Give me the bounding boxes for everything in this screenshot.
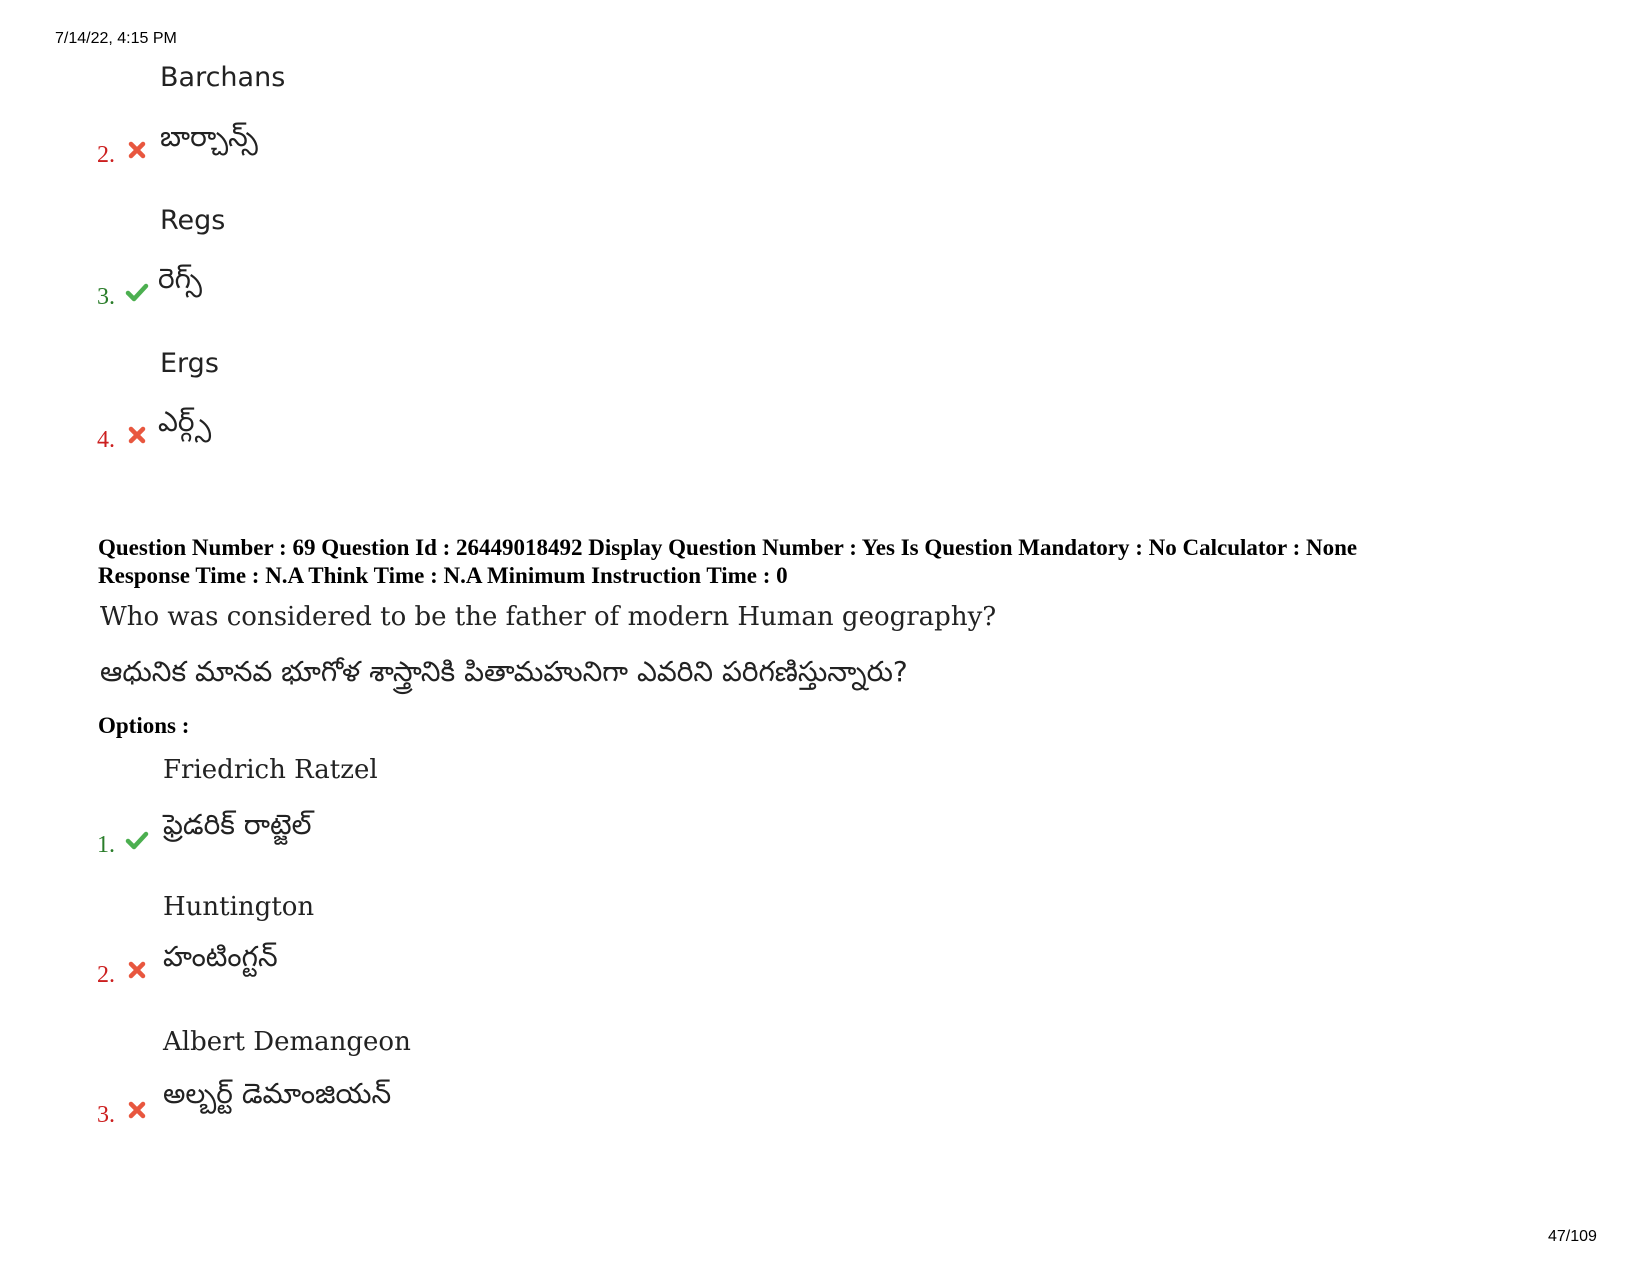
cross-icon — [127, 140, 149, 162]
cross-icon — [127, 1100, 149, 1122]
question-text-telugu: ఆధునిక మానవ భూగోళ శాస్త్రానికి పితామహునిగా ఎవరిని పరిగణిస్తున్నారు? — [100, 655, 908, 688]
option-3-english: Albert Demangeon — [163, 1027, 411, 1057]
option-3-english: Regs — [160, 205, 226, 236]
option-number: 2. — [97, 962, 115, 988]
option-1-telugu: ఫ్రెడరిక్ రాట్జెల్ — [163, 808, 312, 841]
option-2-telugu: బార్చాన్స్ — [160, 120, 258, 153]
option-row-2 — [97, 140, 149, 169]
page-number: 47/109 — [1548, 1228, 1597, 1245]
option-number: 4. — [97, 427, 115, 453]
option-2-english: Barchans — [160, 62, 286, 93]
option-row-3 — [97, 1100, 149, 1129]
check-icon — [125, 830, 147, 852]
option-number: 1. — [97, 832, 115, 858]
option-number: 3. — [97, 284, 115, 310]
question-meta-line-1: Question Number : 69 Question Id : 26449018492 Display Question Number : Yes Is Question Mandatory : No Calculator : None — [98, 535, 1358, 560]
option-2-telugu: హంటింగ్టన్ — [163, 940, 278, 973]
option-row-1 — [97, 830, 147, 859]
options-label: Options : — [98, 713, 190, 738]
option-2-english: Huntington — [163, 892, 315, 922]
option-number: 3. — [97, 1102, 115, 1128]
question-text-english: Who was considered to be the father of modern Human geography? — [100, 602, 997, 632]
option-4-english: Ergs — [160, 348, 219, 379]
cross-icon — [127, 960, 149, 982]
option-3-telugu: అల్బర్ట్ డెమాంజియన్ — [163, 1077, 392, 1110]
check-icon — [125, 282, 147, 304]
cross-icon — [127, 425, 149, 447]
question-meta-line-2: Response Time : N.A Think Time : N.A Minimum Instruction Time : 0 — [98, 563, 788, 588]
option-row-4 — [97, 425, 149, 454]
option-1-english: Friedrich Ratzel — [163, 755, 378, 785]
option-4-telugu: ఎర్గ్స్ — [158, 405, 212, 438]
option-row-3 — [97, 282, 147, 311]
option-3-telugu: రెగ్స్ — [158, 262, 203, 295]
print-timestamp: 7/14/22, 4:15 PM — [55, 30, 177, 47]
option-row-2 — [97, 960, 149, 989]
option-number: 2. — [97, 142, 115, 168]
